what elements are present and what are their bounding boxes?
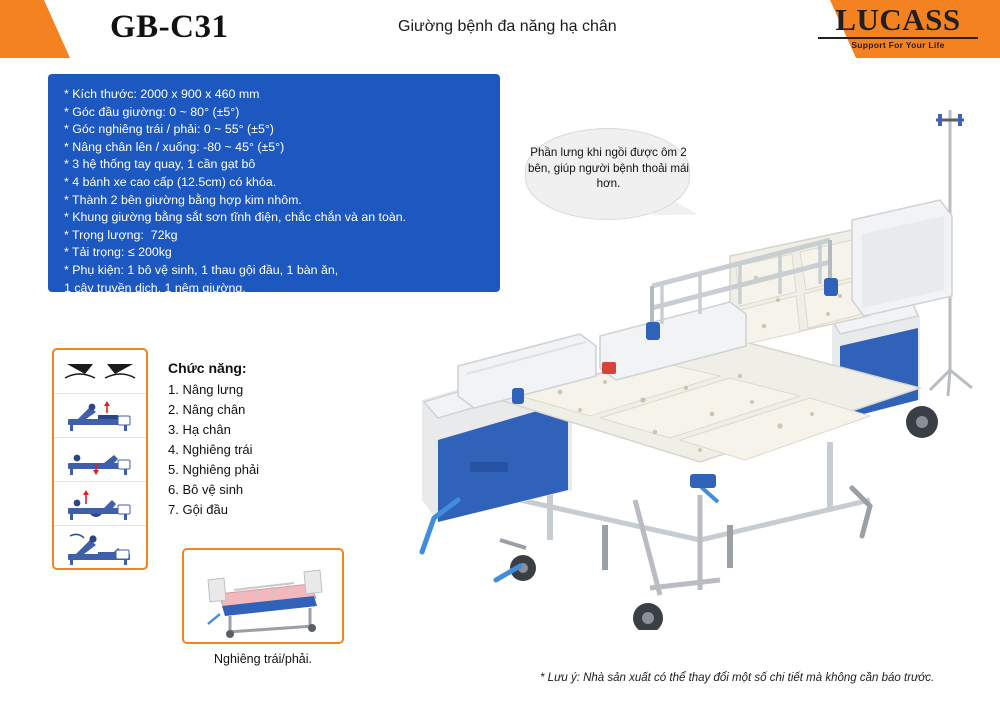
tilt-left-right-icon [54,350,146,394]
callout-bubble [525,128,690,220]
logo-divider [818,37,978,39]
function-item: 7. Gội đầu [168,502,228,517]
spec-line: * Kích thước: 2000 x 900 x 460 mm [64,87,260,101]
footnote: * Lưu ý: Nhà sản xuất có thể thay đổi một số chi tiết mà không cần báo trước. [540,672,935,684]
product-photo [400,70,1000,630]
page-header [0,0,1000,58]
function-item: 5. Nghiêng phải [168,462,260,477]
spec-line: 1 cây truyền dịch, 1 nệm giường. [64,280,246,295]
spec-line: * Tải trọng: ≤ 200kg [64,245,172,260]
raise-legs-icon [54,438,146,482]
product-title: Giường bệnh đa năng hạ chân [398,18,617,35]
raise-back-icon [54,394,146,438]
tilted-bed-illustration [184,550,342,642]
function-item: 6. Bô vệ sinh [168,482,244,497]
tilt-demo-thumbnail [182,548,344,644]
spec-line: * Trọng lượng: 72kg [64,227,178,242]
functions-heading: Chức năng: [168,360,247,376]
toilet-bedpan-icon [54,482,146,526]
spec-line: * Phụ kiện: 1 bô vệ sinh, 1 thau gội đầu, 1 bàn ăn, [64,262,339,277]
function-item: 2. Nâng chân [168,402,246,417]
function-item: 3. Hạ chân [168,422,231,437]
hair-wash-icon [54,526,146,570]
spec-line: * 3 hệ thống tay quay, 1 cần gạt bô [64,157,256,172]
spec-line: * Khung giường bằng sắt sơn tĩnh điện, chắc chắn và an toàn. [64,210,407,225]
callout-text: Phần lưng khi ngồi được ôm 2 bên, giúp người bệnh thoải mái hơn. [527,146,690,190]
tilt-demo-caption: Nghiêng trái/phải. [214,652,312,666]
function-item: 4. Nghiêng trái [168,442,253,457]
brand-tagline: Support For Your Life [851,40,945,50]
spec-line: * 4 bánh xe cao cấp (12.5cm) có khóa. [64,174,277,189]
function-icons-panel [52,348,148,570]
spec-line: * Nâng chân lên / xuống: -80 ~ 45° (±5°) [64,139,285,154]
functions-list [168,360,378,520]
brand-name: LUCASS [835,2,961,37]
model-code: GB-C31 [110,9,229,45]
spec-line: * Thành 2 bên giường bằng hợp kim nhôm. [64,192,302,207]
function-item: 1. Nâng lưng [168,382,244,397]
brand-logo [812,4,984,50]
spec-line: * Góc đầu giường: 0 ~ 80° (±5°) [64,104,240,119]
spec-line: * Góc nghiêng trái / phải: 0 ~ 55° (±5°) [64,122,274,137]
